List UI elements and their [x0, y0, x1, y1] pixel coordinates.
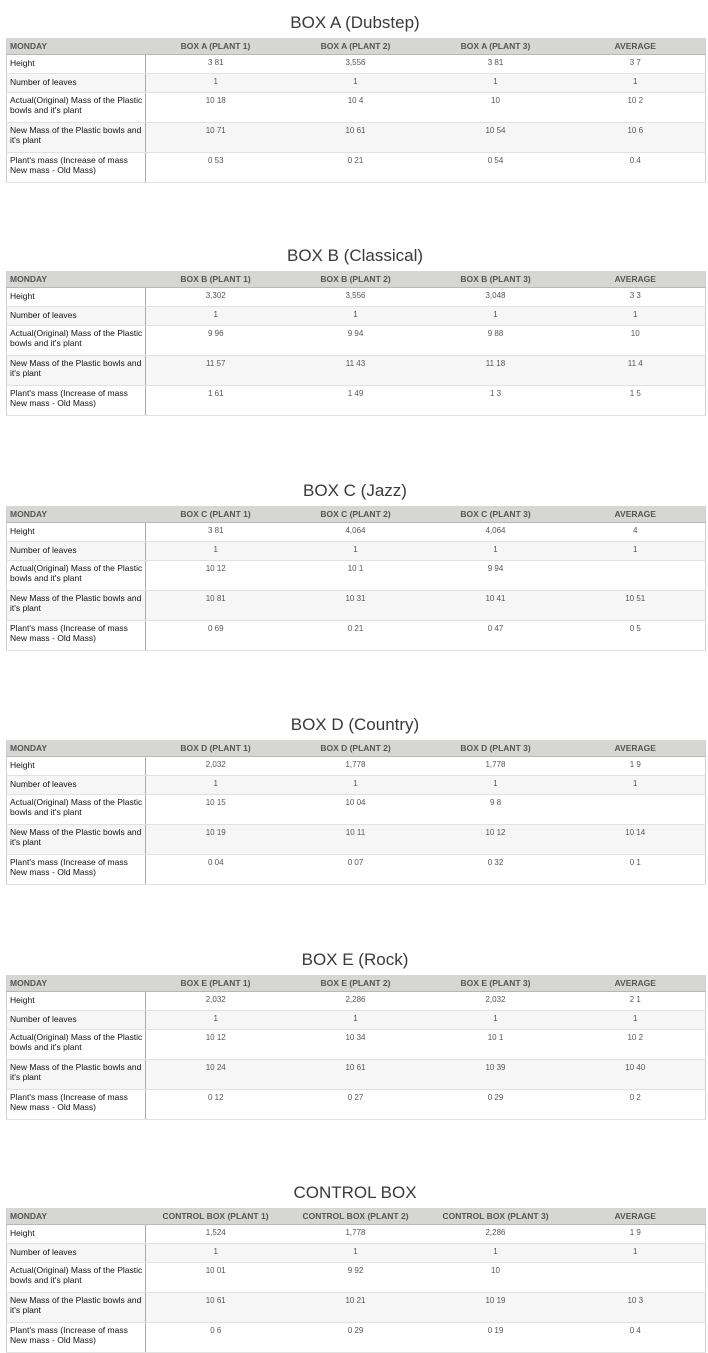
row-header: MONDAY: [7, 38, 146, 55]
cell: 0 27: [286, 1090, 426, 1120]
row-label: Height: [7, 523, 146, 542]
cell: 10 01: [146, 1263, 286, 1293]
cell: 1: [146, 74, 286, 93]
cell: 3 7: [566, 55, 706, 74]
cell: 10 04: [286, 795, 426, 825]
row-label: Plant's mass (Increase of mass New mass - Old Mass): [7, 621, 146, 651]
table-row: [7, 93, 706, 123]
table-row: [7, 757, 706, 776]
cell: 10 12: [146, 561, 286, 591]
cell: 0 12: [146, 1090, 286, 1120]
cell: 10 19: [426, 1293, 566, 1323]
table-row: [7, 55, 706, 74]
cell: 1: [286, 776, 426, 795]
cell: 4,064: [426, 523, 566, 542]
cell: 10 6: [566, 123, 706, 153]
box-c-title: BOX C (Jazz): [303, 481, 407, 500]
cell: 4,064: [286, 523, 426, 542]
cell: 10 14: [566, 825, 706, 855]
row-label: Height: [7, 757, 146, 776]
cell: 0 4: [566, 1323, 706, 1353]
table-row: [7, 561, 706, 591]
cell: 1: [426, 74, 566, 93]
cell: 9 94: [286, 326, 426, 356]
row-header: MONDAY: [7, 975, 146, 992]
column-header: AVERAGE: [566, 975, 706, 992]
cell: 0 54: [426, 153, 566, 183]
cell: [566, 795, 706, 825]
cell: 1 3: [426, 386, 566, 416]
cell: 10 31: [286, 591, 426, 621]
cell: 10 54: [426, 123, 566, 153]
header-row: [7, 506, 706, 523]
cell: 2,286: [286, 992, 426, 1011]
cell: 0 21: [286, 153, 426, 183]
table-row: [7, 621, 706, 651]
table-row: [7, 855, 706, 885]
cell: 4: [566, 523, 706, 542]
cell: 10 39: [426, 1060, 566, 1090]
cell: [566, 561, 706, 591]
cell: 11 4: [566, 356, 706, 386]
row-header: MONDAY: [7, 506, 146, 523]
table-row: [7, 1263, 706, 1293]
cell: 1,524: [146, 1225, 286, 1244]
cell: 1 9: [566, 1225, 706, 1244]
cell: 10 2: [566, 1030, 706, 1060]
cell: 10 40: [566, 1060, 706, 1090]
cell: 1,778: [286, 757, 426, 776]
table-row: [7, 1060, 706, 1090]
cell: 10 21: [286, 1293, 426, 1323]
row-header: MONDAY: [7, 740, 146, 757]
cell: 10 18: [146, 93, 286, 123]
cell: 1: [286, 542, 426, 561]
column-header: AVERAGE: [566, 740, 706, 757]
row-label: Number of leaves: [7, 1011, 146, 1030]
column-header: BOX A (PLANT 3): [426, 38, 566, 55]
table-row: [7, 74, 706, 93]
cell: 10 71: [146, 123, 286, 153]
cell: 1: [146, 776, 286, 795]
column-header: BOX B (PLANT 3): [426, 271, 566, 288]
cell: 10 61: [286, 1060, 426, 1090]
row-label: Plant's mass (Increase of mass New mass - Old Mass): [7, 386, 146, 416]
cell: 0 29: [286, 1323, 426, 1353]
cell: 9 96: [146, 326, 286, 356]
table-row: [7, 825, 706, 855]
cell: 1: [146, 1244, 286, 1263]
cell: 10: [566, 326, 706, 356]
cell: 3,048: [426, 288, 566, 307]
cell: 10: [426, 93, 566, 123]
column-header: BOX A (PLANT 1): [146, 38, 286, 55]
row-label: New Mass of the Plastic bowls and it's plant: [7, 123, 146, 153]
row-label: New Mass of the Plastic bowls and it's plant: [7, 825, 146, 855]
column-header: BOX C (PLANT 2): [286, 506, 426, 523]
table-row: [7, 1030, 706, 1060]
row-label: New Mass of the Plastic bowls and it's plant: [7, 591, 146, 621]
table-row: [7, 1225, 706, 1244]
cell: 1 61: [146, 386, 286, 416]
row-label: Plant's mass (Increase of mass New mass - Old Mass): [7, 855, 146, 885]
box-c-table: [6, 506, 706, 651]
cell: 10 4: [286, 93, 426, 123]
cell: 10 24: [146, 1060, 286, 1090]
box-b-title: BOX B (Classical): [286, 246, 424, 265]
table-row: [7, 591, 706, 621]
column-header: BOX C (PLANT 3): [426, 506, 566, 523]
cell: 3 81: [146, 523, 286, 542]
cell: 10 61: [146, 1293, 286, 1323]
cell: 1: [146, 307, 286, 326]
cell: 0.4: [566, 153, 706, 183]
row-label: Number of leaves: [7, 307, 146, 326]
table-row: [7, 386, 706, 416]
row-label: New Mass of the Plastic bowls and it's plant: [7, 1060, 146, 1090]
cell: 1: [566, 1011, 706, 1030]
control-box-title: CONTROL BOX: [293, 1183, 417, 1202]
cell: 0 21: [286, 621, 426, 651]
cell: 10 2: [566, 93, 706, 123]
row-label: New Mass of the Plastic bowls and it's plant: [7, 1293, 146, 1323]
table-row: [7, 288, 706, 307]
table-row: [7, 523, 706, 542]
table-row: [7, 992, 706, 1011]
table-row: [7, 1293, 706, 1323]
cell: 1: [426, 776, 566, 795]
cell: 0 47: [426, 621, 566, 651]
cell: 1: [146, 542, 286, 561]
box-c-section: [6, 476, 704, 651]
row-label: Actual(Original) Mass of the Plastic bowls and it's plant: [7, 795, 146, 825]
box-e-section: [6, 945, 704, 1120]
table-row: [7, 326, 706, 356]
cell: 0 1: [566, 855, 706, 885]
column-header: CONTROL BOX (PLANT 1): [146, 1208, 286, 1225]
cell: 1: [566, 74, 706, 93]
cell: 1: [426, 307, 566, 326]
cell: 2,032: [146, 757, 286, 776]
header-row: [7, 1208, 706, 1225]
cell: 2,032: [426, 992, 566, 1011]
table-row: [7, 307, 706, 326]
table-row: [7, 542, 706, 561]
row-label: New Mass of the Plastic bowls and it's plant: [7, 356, 146, 386]
table-row: [7, 1011, 706, 1030]
row-label: Actual(Original) Mass of the Plastic bowls and it's plant: [7, 93, 146, 123]
box-b-table: [6, 271, 706, 416]
cell: 11 18: [426, 356, 566, 386]
cell: 0 6: [146, 1323, 286, 1353]
cell: 1: [566, 1244, 706, 1263]
cell: 1: [286, 307, 426, 326]
cell: 2,032: [146, 992, 286, 1011]
column-header: AVERAGE: [566, 271, 706, 288]
cell: 10 12: [146, 1030, 286, 1060]
column-header: BOX E (PLANT 3): [426, 975, 566, 992]
row-label: Height: [7, 288, 146, 307]
cell: 9 88: [426, 326, 566, 356]
column-header: BOX B (PLANT 2): [286, 271, 426, 288]
row-label: Actual(Original) Mass of the Plastic bowls and it's plant: [7, 326, 146, 356]
header-row: [7, 975, 706, 992]
cell: 10 1: [286, 561, 426, 591]
cell: 0 19: [426, 1323, 566, 1353]
row-label: Height: [7, 55, 146, 74]
cell: 1: [566, 542, 706, 561]
column-header: AVERAGE: [566, 506, 706, 523]
cell: 3,556: [286, 288, 426, 307]
header-row: [7, 740, 706, 757]
row-label: Actual(Original) Mass of the Plastic bowls and it's plant: [7, 1263, 146, 1293]
box-b-section: [6, 241, 704, 416]
box-e-title: BOX E (Rock): [301, 950, 409, 969]
cell: 2,286: [426, 1225, 566, 1244]
cell: 1 5: [566, 386, 706, 416]
cell: 1: [566, 776, 706, 795]
row-header: MONDAY: [7, 1208, 146, 1225]
cell: 9 94: [426, 561, 566, 591]
cell: 10 19: [146, 825, 286, 855]
cell: 0 07: [286, 855, 426, 885]
box-a-table: [6, 38, 706, 183]
row-label: Actual(Original) Mass of the Plastic bowls and it's plant: [7, 1030, 146, 1060]
cell: 10 11: [286, 825, 426, 855]
row-label: Number of leaves: [7, 1244, 146, 1263]
row-label: Number of leaves: [7, 542, 146, 561]
cell: 1: [286, 1244, 426, 1263]
box-d-title: BOX D (Country): [290, 715, 420, 734]
cell: 10 51: [566, 591, 706, 621]
row-label: Plant's mass (Increase of mass New mass - Old Mass): [7, 153, 146, 183]
cell: 0 04: [146, 855, 286, 885]
cell: 10 81: [146, 591, 286, 621]
cell: [566, 1263, 706, 1293]
cell: 10 34: [286, 1030, 426, 1060]
box-e-table: [6, 975, 706, 1120]
header-row: [7, 271, 706, 288]
cell: 1: [426, 1244, 566, 1263]
cell: 3,302: [146, 288, 286, 307]
table-row: [7, 795, 706, 825]
cell: 1 49: [286, 386, 426, 416]
cell: 1,778: [286, 1225, 426, 1244]
cell: 0 69: [146, 621, 286, 651]
cell: 1: [566, 307, 706, 326]
column-header: BOX D (PLANT 3): [426, 740, 566, 757]
column-header: CONTROL BOX (PLANT 2): [286, 1208, 426, 1225]
cell: 10: [426, 1263, 566, 1293]
column-header: AVERAGE: [566, 38, 706, 55]
cell: 3 81: [146, 55, 286, 74]
cell: 1 9: [566, 757, 706, 776]
cell: 1: [146, 1011, 286, 1030]
cell: 10 15: [146, 795, 286, 825]
row-label: Actual(Original) Mass of the Plastic bowls and it's plant: [7, 561, 146, 591]
cell: 0 5: [566, 621, 706, 651]
cell: 1: [426, 542, 566, 561]
row-label: Number of leaves: [7, 74, 146, 93]
control-box-section: [6, 1178, 704, 1353]
column-header: BOX D (PLANT 1): [146, 740, 286, 757]
cell: 9 92: [286, 1263, 426, 1293]
row-label: Height: [7, 992, 146, 1011]
table-row: [7, 153, 706, 183]
cell: 10 41: [426, 591, 566, 621]
row-label: Height: [7, 1225, 146, 1244]
row-header: MONDAY: [7, 271, 146, 288]
cell: 1: [426, 1011, 566, 1030]
row-label: Plant's mass (Increase of mass New mass - Old Mass): [7, 1090, 146, 1120]
cell: 10 61: [286, 123, 426, 153]
row-label: Plant's mass (Increase of mass New mass - Old Mass): [7, 1323, 146, 1353]
cell: 9 8: [426, 795, 566, 825]
row-label: Number of leaves: [7, 776, 146, 795]
table-row: [7, 1323, 706, 1353]
cell: 11 57: [146, 356, 286, 386]
cell: 1: [286, 74, 426, 93]
cell: 2 1: [566, 992, 706, 1011]
column-header: CONTROL BOX (PLANT 3): [426, 1208, 566, 1225]
table-row: [7, 123, 706, 153]
cell: 0 2: [566, 1090, 706, 1120]
cell: 3 3: [566, 288, 706, 307]
column-header: AVERAGE: [566, 1208, 706, 1225]
header-row: [7, 38, 706, 55]
table-row: [7, 1244, 706, 1263]
box-d-table: [6, 740, 706, 885]
box-d-section: [6, 710, 704, 885]
table-row: [7, 776, 706, 795]
cell: 0 53: [146, 153, 286, 183]
table-row: [7, 356, 706, 386]
column-header: BOX C (PLANT 1): [146, 506, 286, 523]
cell: 1,778: [426, 757, 566, 776]
column-header: BOX A (PLANT 2): [286, 38, 426, 55]
cell: 10 1: [426, 1030, 566, 1060]
cell: 11 43: [286, 356, 426, 386]
box-a-title: BOX A (Dubstep): [290, 13, 420, 32]
control-box-table: [6, 1208, 706, 1353]
cell: 0 32: [426, 855, 566, 885]
column-header: BOX B (PLANT 1): [146, 271, 286, 288]
cell: 0 29: [426, 1090, 566, 1120]
box-a-section: [6, 8, 704, 183]
table-row: [7, 1090, 706, 1120]
column-header: BOX D (PLANT 2): [286, 740, 426, 757]
cell: 1: [286, 1011, 426, 1030]
cell: 3,556: [286, 55, 426, 74]
cell: 10 12: [426, 825, 566, 855]
column-header: BOX E (PLANT 1): [146, 975, 286, 992]
cell: 3 81: [426, 55, 566, 74]
cell: 10 3: [566, 1293, 706, 1323]
column-header: BOX E (PLANT 2): [286, 975, 426, 992]
